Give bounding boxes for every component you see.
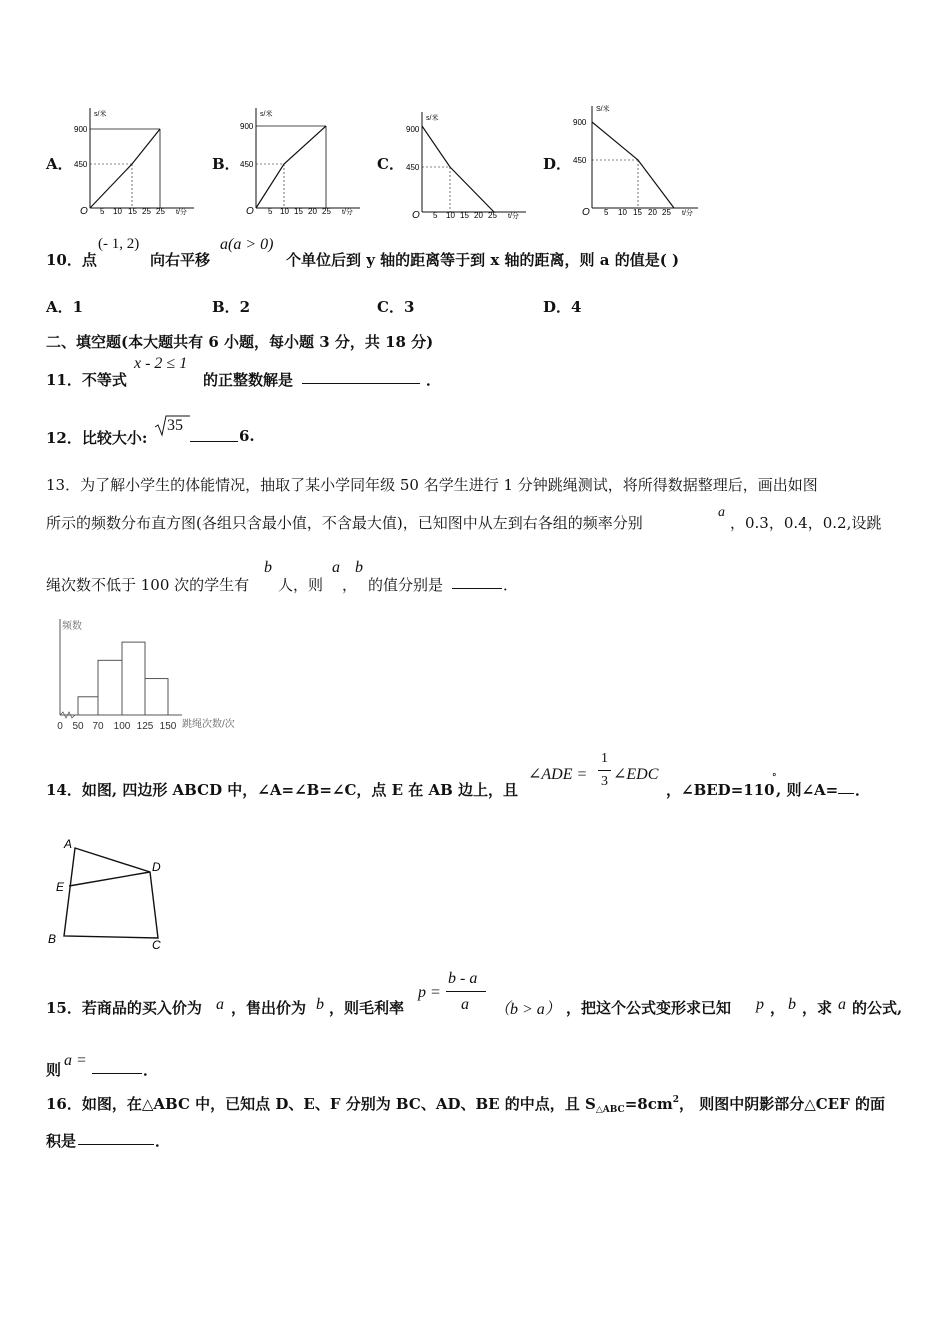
q13-var-a: a xyxy=(718,505,725,520)
q9-c-tick: 10 xyxy=(446,211,455,220)
q9-d-tick: 20 xyxy=(648,208,657,217)
quadrilateral-figure xyxy=(42,834,172,954)
q13-var-b2: b xyxy=(355,559,363,576)
q9-a-xlabel: t/分 xyxy=(176,209,187,216)
q16-line2: 积是 xyxy=(46,1132,77,1150)
q9-graph-c-line xyxy=(422,126,494,212)
q13-line3c: ， xyxy=(342,576,358,594)
q9-b-tick: 25 xyxy=(322,207,331,216)
q15-end: ． xyxy=(143,1061,159,1079)
q15-number: 15．若商品的买入价为 xyxy=(46,999,202,1017)
q10-number: 10．点 xyxy=(46,251,97,269)
q13-answer-blank xyxy=(452,574,502,589)
label-c: C xyxy=(152,938,161,952)
q14-frac-num: 1 xyxy=(601,751,608,766)
q15-tail: ，把这个公式变形求已知 xyxy=(566,999,732,1017)
q9-c-tick: 5 xyxy=(433,211,438,220)
q13-line3d: 的值分别是 xyxy=(368,576,444,594)
q14-lhs: ∠ADE = xyxy=(528,766,588,783)
q12-radicand: 35 xyxy=(167,417,183,434)
q9-c-tick: 15 xyxy=(460,211,469,220)
q9-b-tick: 15 xyxy=(294,207,303,216)
q9-graph-b-line xyxy=(256,126,326,208)
histogram-tick-label: 70 xyxy=(92,721,104,732)
q10-option-b: B．2 xyxy=(212,298,251,316)
label-e: E xyxy=(56,880,65,894)
q9-c-ymid: 450 xyxy=(406,163,420,172)
q9-b-ymid: 450 xyxy=(240,160,254,169)
q9-b-tick: 5 xyxy=(268,207,273,216)
q15-c1: ， xyxy=(770,999,786,1017)
histogram-ylabel: 频数 xyxy=(62,621,82,632)
q14-rhs: ∠EDC xyxy=(613,766,659,783)
q11-number: 11．不等式 xyxy=(46,371,127,389)
q10-mid: 向右平移 xyxy=(150,251,211,269)
q16-answer-blank xyxy=(78,1130,154,1145)
q16-subscript: △ABC xyxy=(595,1105,625,1115)
q10-option-c: C．3 xyxy=(377,298,415,316)
q12-tail: 6. xyxy=(239,427,255,445)
q15-then: 则 xyxy=(46,1061,62,1079)
q13-line1: 13．为了解小学生的体能情况，抽取了某小学同年级 50 名学生进行 1 分钟跳绳测试，将所得数据整理后，画出如图 xyxy=(46,476,818,494)
q15-a: a xyxy=(216,996,224,1013)
q14-tail2: , 则∠A= xyxy=(776,781,839,799)
q9-graph-b xyxy=(238,104,368,216)
q9-d-xlabel: t/分 xyxy=(682,210,693,217)
q9-a-tick: 25 xyxy=(142,207,151,216)
q9-option-d-label: D． xyxy=(543,155,572,173)
q15-frac-bar xyxy=(446,991,486,992)
q9-a-ymid: 450 xyxy=(74,160,88,169)
q13-var-a2: a xyxy=(332,559,340,576)
q15-b2: b xyxy=(788,996,796,1013)
q15-frac-num: b - a xyxy=(448,970,478,987)
q15-p2: p xyxy=(756,996,764,1013)
q9-b-origin: O xyxy=(246,206,254,216)
q9-c-ylabel: s/米 xyxy=(426,115,439,122)
q9-a-tick: 15 xyxy=(128,207,137,216)
q16-line1c: ， 则图中阴影部分△CEF 的面 xyxy=(678,1095,885,1113)
q9-c-tick: 25 xyxy=(488,211,497,220)
q12-number: 12．比较大小: xyxy=(46,429,148,447)
label-d: D xyxy=(152,860,161,874)
histogram-bar xyxy=(78,697,98,715)
q14-number: 14．如图, 四边形 ABCD 中，∠A=∠B=∠C，点 E 在 AB 边上，且 xyxy=(46,781,519,799)
q15-answer-blank xyxy=(92,1059,142,1074)
histogram-tick-label: 150 xyxy=(159,721,177,732)
q9-option-a-label: A． xyxy=(46,155,73,173)
q15-sell: ，售出价为 xyxy=(231,999,307,1017)
q11-tail: 的正整数解是 xyxy=(203,371,294,389)
q9-a-ylabel: s/米 xyxy=(94,111,107,118)
q14-answer-blank xyxy=(838,779,854,794)
histogram-tick-label: 125 xyxy=(136,721,154,732)
quadrilateral-abcd xyxy=(64,848,158,938)
histogram-tick-label: 100 xyxy=(113,721,131,732)
q13-line2a: 所示的频数分布直方图(各组只含最小值，不含最大值)，已知图中从左到右各组的频率分别 xyxy=(46,514,643,532)
q14-degree: ° xyxy=(772,773,777,783)
q13-line3b: 人，则 xyxy=(278,576,324,594)
q9-option-b-label: B． xyxy=(212,155,240,173)
q15-tail2: 的公式, xyxy=(852,999,903,1017)
q9-b-tick: 10 xyxy=(280,207,289,216)
histogram-bar xyxy=(122,642,145,715)
q16-line1b: =8cm xyxy=(624,1095,673,1113)
q9-a-ymax: 900 xyxy=(74,125,88,134)
q9-option-c-label: C． xyxy=(377,155,404,173)
q15-c2: ，求 xyxy=(802,999,833,1017)
q15-a3: a = xyxy=(64,1052,87,1069)
q14-frac-den: 3 xyxy=(601,774,608,789)
q15-cond: （b > a） xyxy=(494,1001,561,1018)
q10-option-a: A．1 xyxy=(46,298,84,316)
histogram-xlabel: 跳绳次数/次 xyxy=(182,719,235,730)
q11-expr: x - 2 ≤ 1 xyxy=(134,355,188,372)
q15-p: p = xyxy=(418,984,441,1001)
q9-d-origin: O xyxy=(582,207,590,218)
q15-a2: a xyxy=(838,996,846,1013)
q13-line3a: 绳次数不低于 100 次的学生有 xyxy=(46,576,250,594)
q10-option-d: D．4 xyxy=(543,298,582,316)
q13-line3e: ． xyxy=(503,576,519,594)
q14-frac-bar xyxy=(598,770,611,771)
q9-graph-a-line xyxy=(90,129,160,208)
q15-b: b xyxy=(316,996,324,1013)
histogram-tick-label: 0 xyxy=(57,721,63,732)
q9-a-tick: 5 xyxy=(100,207,105,216)
q9-a-tick: 25 xyxy=(156,207,165,216)
q9-graph-d-line xyxy=(592,122,674,208)
histogram-bar xyxy=(98,660,122,715)
q9-d-tick: 10 xyxy=(618,208,627,217)
histogram-tick-label: 50 xyxy=(72,721,84,732)
q11-answer-blank xyxy=(302,369,420,384)
q14-end: ． xyxy=(855,781,871,799)
histogram-bar xyxy=(145,679,168,715)
q9-b-ylabel: s/米 xyxy=(260,111,273,118)
q14-tail: ，∠BED=110 xyxy=(666,781,775,799)
q9-d-tick: 5 xyxy=(604,208,609,217)
q9-c-tick: 20 xyxy=(474,211,483,220)
q16-superscript: 2 xyxy=(672,1095,679,1105)
q11-end: ． xyxy=(426,371,442,389)
q9-d-ylabel: S/米 xyxy=(596,106,610,113)
q10-point: (- 1, 2) xyxy=(98,236,140,252)
q9-b-tick: 20 xyxy=(308,207,317,216)
q15-frac-den: a xyxy=(461,996,469,1013)
q9-graph-a xyxy=(72,104,202,216)
q16-line1a: 16．如图，在△ABC 中，已知点 D、E、F 分别为 BC、AD、BE 的中点，且 S xyxy=(46,1095,596,1113)
q9-d-tick: 25 xyxy=(662,208,671,217)
q9-c-xlabel: t/分 xyxy=(508,213,519,220)
section-heading: 二、填空题(本大题共有 6 小题，每小题 3 分，共 18 分) xyxy=(46,333,434,351)
q9-d-tick: 15 xyxy=(633,208,642,217)
q12-answer-blank xyxy=(190,427,238,442)
q9-a-origin: O xyxy=(80,206,88,216)
histogram-chart xyxy=(46,615,256,735)
q13-var-b: b xyxy=(264,559,272,576)
q16-end: ． xyxy=(155,1132,171,1150)
q10-tail: 个单位后到 y 轴的距离等于到 x 轴的距离，则 a 的值是( ) xyxy=(286,251,680,269)
q9-graph-c xyxy=(404,108,534,220)
q9-d-ymid: 450 xyxy=(573,156,587,165)
label-b: B xyxy=(48,932,57,946)
q10-expr: a(a > 0) xyxy=(220,236,274,253)
q16-line1 xyxy=(46,1093,885,1115)
q9-c-ymax: 900 xyxy=(406,125,420,134)
q13-line2b: ，0.3，0.4，0.2,设跳 xyxy=(730,514,882,532)
label-a: A xyxy=(64,837,73,851)
q9-graph-d xyxy=(570,102,710,218)
q9-d-ymax: 900 xyxy=(573,118,587,127)
q9-c-origin: O xyxy=(412,210,420,220)
q9-a-tick: 10 xyxy=(113,207,122,216)
segment-ed xyxy=(69,872,150,886)
q9-b-ymax: 900 xyxy=(240,122,254,131)
q15-rate: ，则毛利率 xyxy=(329,999,405,1017)
q9-b-xlabel: t/分 xyxy=(342,209,353,216)
